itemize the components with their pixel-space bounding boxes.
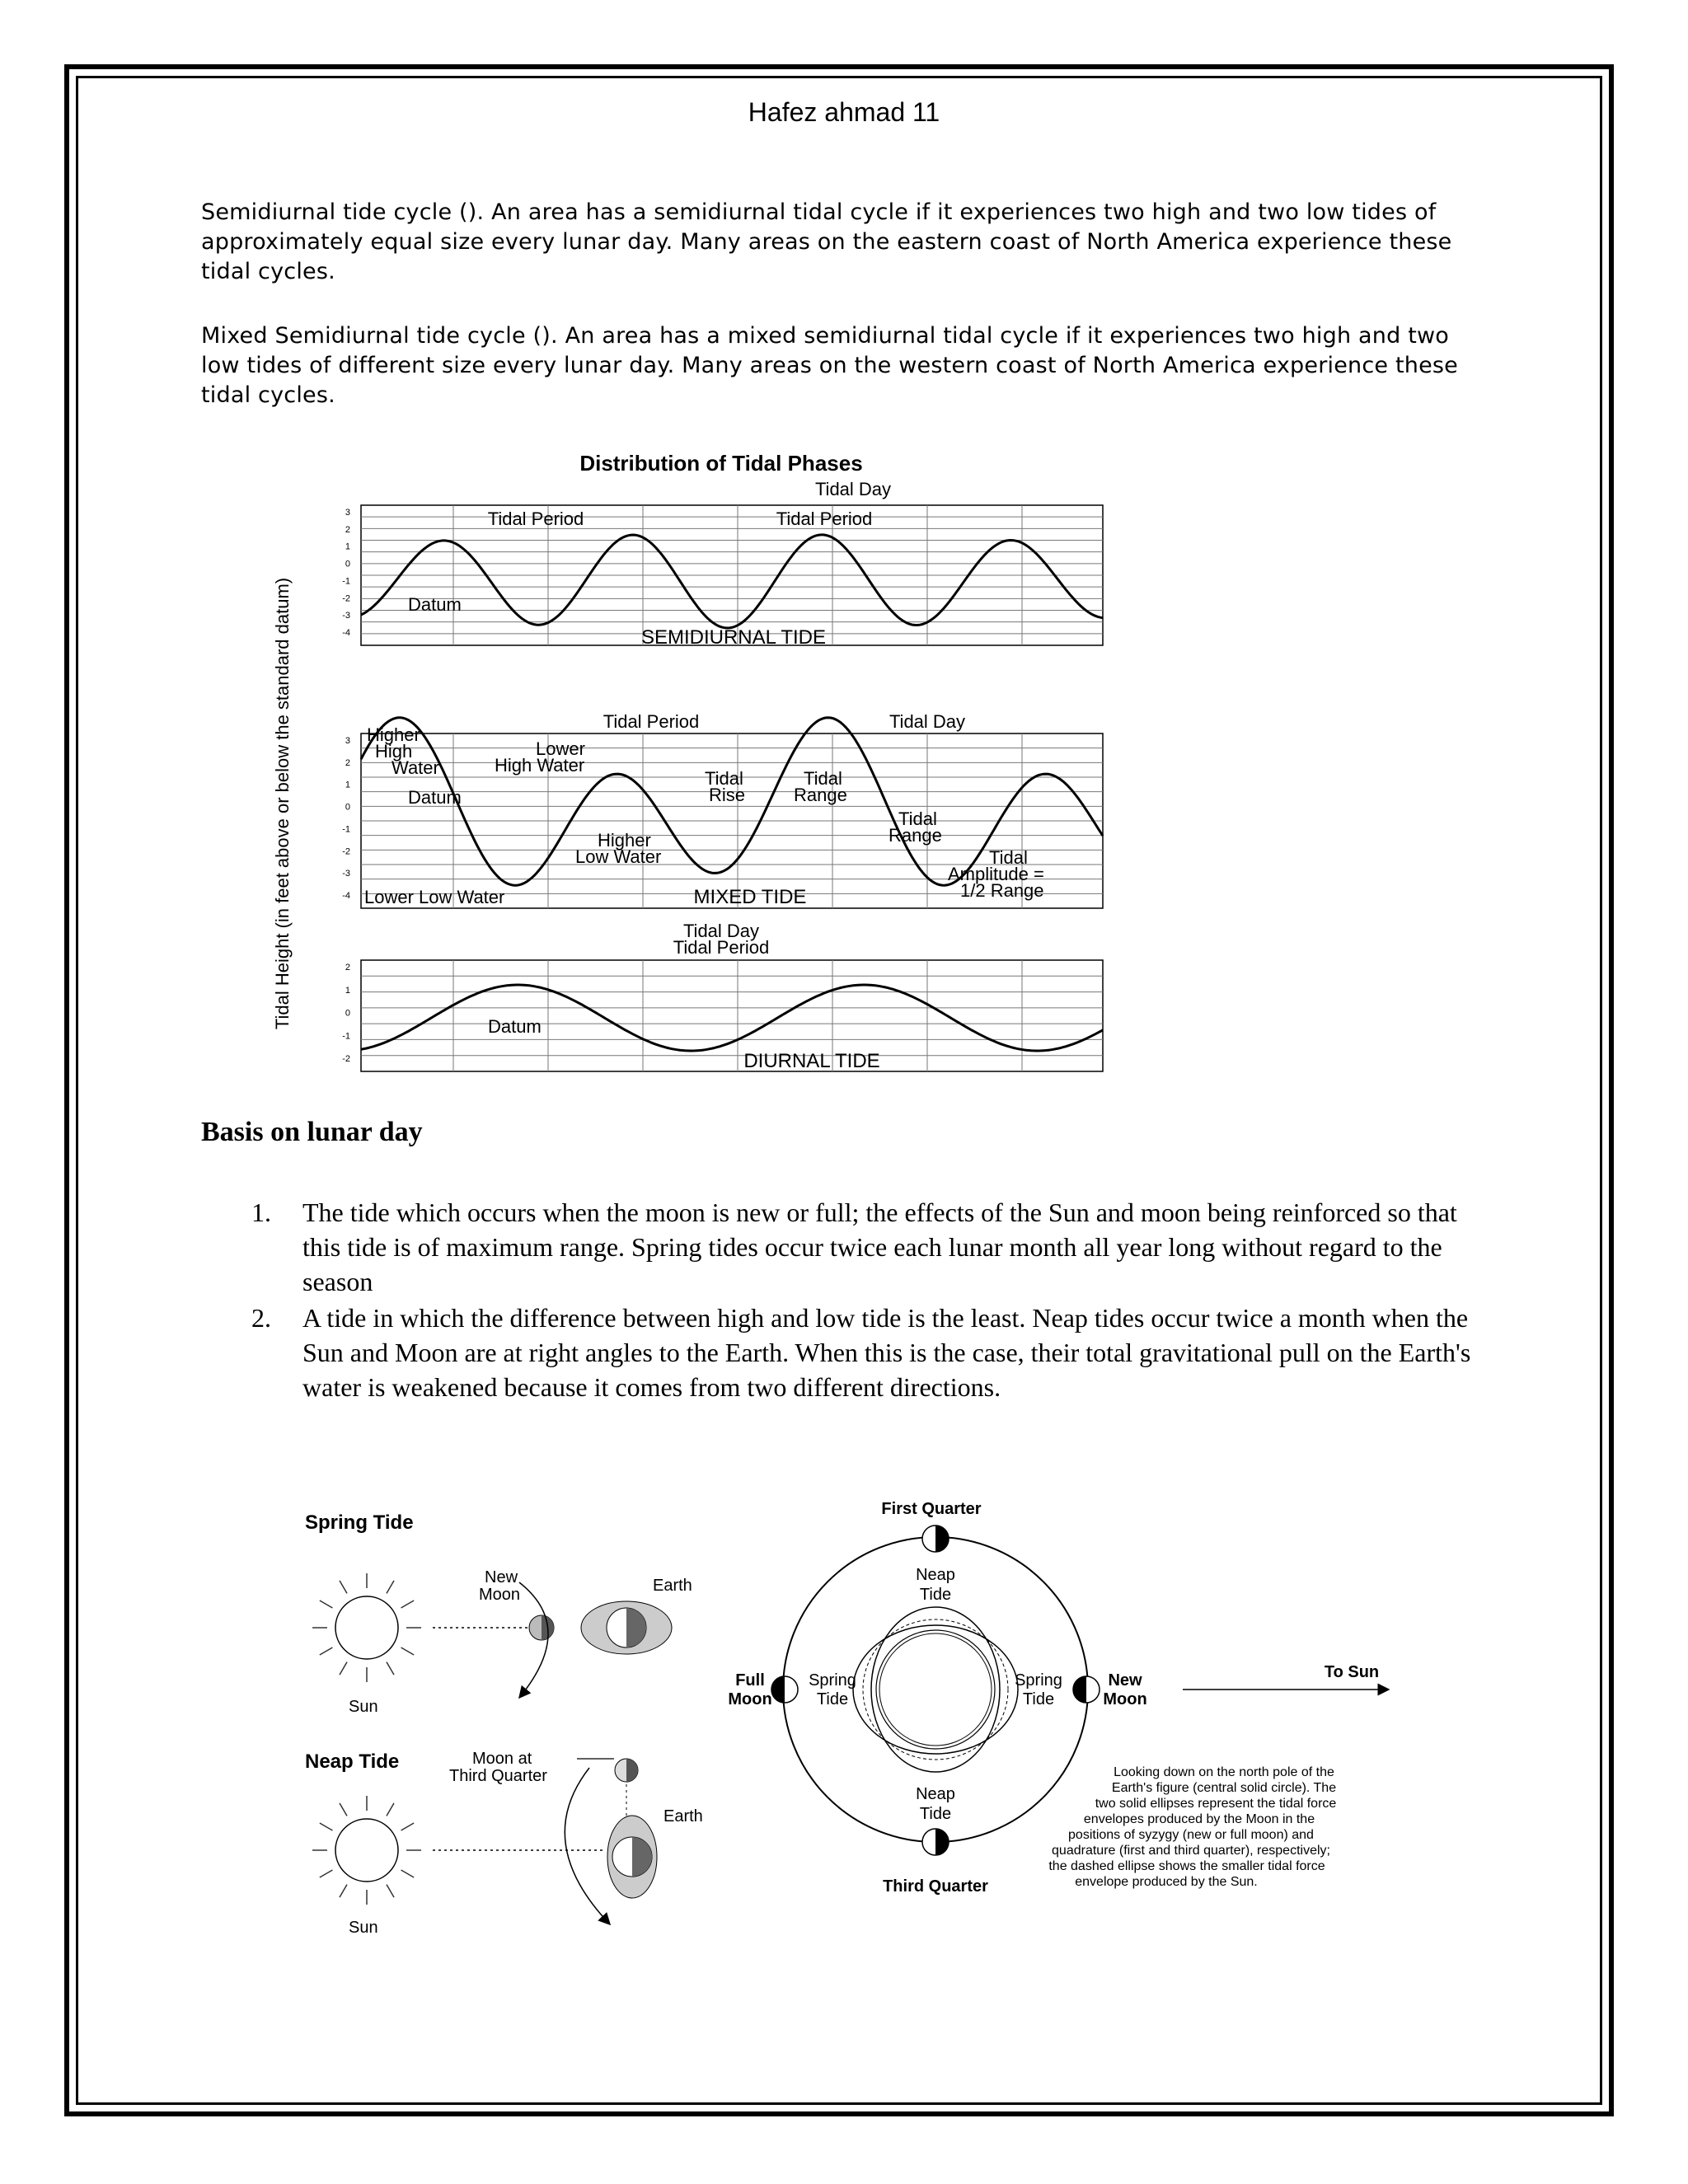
mixed-higher-low-water-1: Higher bbox=[598, 830, 651, 851]
tick-label: 2 bbox=[345, 963, 350, 972]
tick-label: -3 bbox=[342, 869, 350, 879]
neap-tide-top-2: Tide bbox=[919, 1586, 952, 1604]
spring-neap-figure bbox=[293, 1488, 1447, 1957]
caption-line: Earth's figure (central solid circle). The bbox=[1111, 1781, 1337, 1795]
new-moon-right-label-1: New bbox=[1108, 1671, 1142, 1690]
paragraph-semidiurnal: Semidiurnal tide cycle (). An area has a semidiurnal tidal cycle if it experiences two high and two low tides of approximately equal size every lunar day. Many areas on the eastern coast of North America experience these tidal cycles. bbox=[201, 199, 1452, 284]
sun-icon bbox=[312, 1796, 421, 1905]
tick-label: -2 bbox=[342, 1054, 350, 1064]
new-moon-label-1: New bbox=[485, 1568, 518, 1586]
third-quarter-label: Third Quarter bbox=[883, 1877, 988, 1896]
mixed-lower-low-water: Lower Low Water bbox=[364, 887, 505, 907]
list-item bbox=[251, 1301, 1488, 1404]
tick-label: -4 bbox=[342, 628, 350, 638]
mixed-tidal-rise-1: Tidal bbox=[705, 768, 743, 789]
list-number: 2. bbox=[251, 1303, 271, 1333]
full-moon-label-1: Full bbox=[735, 1671, 765, 1690]
tick-label: -4 bbox=[342, 891, 350, 901]
semidiurnal-label: SEMIDIURNAL TIDE bbox=[640, 626, 827, 649]
caption-line: envelopes produced by the Moon in the bbox=[1083, 1812, 1315, 1826]
first-quarter-moon-icon bbox=[922, 1526, 949, 1552]
third-quarter-moon-icon-orbit bbox=[922, 1829, 949, 1855]
diurnal-tidal-day: Tidal Day bbox=[682, 921, 760, 941]
caption-line: two solid ellipses represent the tidal force bbox=[1095, 1797, 1337, 1811]
tick-label: 2 bbox=[345, 757, 350, 768]
list-text: The tide which occurs when the moon is new or full; the effects of the Sun and moon being reinforced so that this tide is of maximum range. Spring tides occur twice each lunar month all year long without regard to the season bbox=[302, 1197, 1457, 1296]
spring-tide-left-1: Spring bbox=[809, 1671, 856, 1690]
semidiurnal-wave bbox=[361, 535, 1103, 628]
tick-label: 1 bbox=[345, 985, 350, 996]
mixed-tidal-range-1a: Tidal bbox=[804, 768, 842, 789]
lunar-day-list bbox=[251, 1195, 1488, 1406]
moon-third-quarter-label-2: Third Quarter bbox=[449, 1767, 547, 1785]
to-sun-label: To Sun bbox=[1324, 1663, 1380, 1681]
section-heading: Basis on lunar day bbox=[201, 1117, 423, 1147]
tick-label: 3 bbox=[345, 736, 350, 746]
mixed-panel bbox=[342, 711, 1103, 908]
tick-label: 1 bbox=[345, 541, 350, 552]
mixed-tidal-range-2a: Tidal bbox=[898, 808, 937, 829]
neap-tide-bottom-2: Tide bbox=[919, 1805, 952, 1823]
semidiurnal-panel bbox=[342, 479, 1103, 649]
mixed-higher-low-water-2: Low Water bbox=[575, 846, 662, 867]
third-quarter-moon-icon bbox=[615, 1759, 638, 1782]
tick-label: -2 bbox=[342, 846, 350, 857]
mixed-lower-high-water-1: Lower bbox=[536, 738, 585, 759]
semidiurnal-datum: Datum bbox=[408, 594, 462, 615]
mixed-label: MIXED TIDE bbox=[693, 886, 807, 908]
y-axis-label: Tidal Height (in feet above or below the standard datum) bbox=[272, 577, 293, 1030]
moon-third-quarter-label-1: Moon at bbox=[472, 1750, 532, 1768]
new-moon-label-2: Moon bbox=[479, 1586, 521, 1604]
caption-line: Looking down on the north pole of the bbox=[1114, 1765, 1334, 1779]
first-quarter-label: First Quarter bbox=[881, 1500, 982, 1518]
moon-figure-caption bbox=[1048, 1765, 1336, 1889]
spring-tide-right-1: Spring bbox=[1015, 1671, 1062, 1690]
neap-tide-bottom-1: Neap bbox=[916, 1785, 955, 1803]
paragraph-mixed-semidiurnal: Mixed Semidiurnal tide cycle (). An area has a mixed semidiurnal tidal cycle if it experiences two high and two low tides of different size every lunar day. Many areas on the western coast of North America experience these tidal cycles. bbox=[201, 323, 1458, 408]
figure-title: Distribution of Tidal Phases bbox=[579, 451, 863, 476]
mixed-higher-high-water-3: Water bbox=[392, 757, 439, 778]
diurnal-panel bbox=[342, 921, 1103, 1072]
mixed-tidal-amplitude-1: Tidal bbox=[989, 847, 1028, 868]
earth-label-2: Earth bbox=[663, 1807, 703, 1825]
semidiurnal-tidal-period-2: Tidal Period bbox=[776, 509, 873, 529]
earth-tidal-envelopes bbox=[853, 1607, 1018, 1772]
tick-label: -1 bbox=[342, 1031, 350, 1042]
tick-label: 0 bbox=[345, 559, 350, 569]
neap-tide-top-1: Neap bbox=[916, 1566, 955, 1584]
mixed-tidal-rise-2: Rise bbox=[709, 785, 746, 805]
diurnal-tidal-period: Tidal Period bbox=[673, 937, 770, 958]
tick-label: 0 bbox=[345, 1008, 350, 1019]
new-moon-icon bbox=[529, 1615, 554, 1640]
page-header: Hafez ahmad 11 bbox=[748, 97, 940, 127]
tick-label: -1 bbox=[342, 576, 350, 587]
semidiurnal-tidal-day: Tidal Day bbox=[814, 479, 892, 499]
tick-label: -3 bbox=[342, 611, 350, 621]
diurnal-label: DIURNAL TIDE bbox=[743, 1050, 880, 1072]
list-text: A tide in which the difference between high and low tide is the least. Neap tides occur twice a month when the Sun and Moon are at right angles to the Earth. When this is the case, their total gravitational pull on the Earth's water is weakened because it comes from two different directions. bbox=[302, 1303, 1471, 1402]
spring-tide-title: Spring Tide bbox=[305, 1511, 414, 1534]
new-moon-right-icon bbox=[1073, 1676, 1100, 1703]
full-moon-icon bbox=[771, 1676, 798, 1703]
diurnal-datum: Datum bbox=[488, 1016, 542, 1037]
tick-label: -2 bbox=[342, 593, 350, 604]
sun-label-1: Sun bbox=[349, 1698, 378, 1716]
mixed-tidal-period: Tidal Period bbox=[603, 711, 700, 732]
spring-tide-left-2: Tide bbox=[816, 1690, 849, 1708]
mixed-tidal-range-1b: Range bbox=[794, 785, 847, 805]
neap-tide-title: Neap Tide bbox=[305, 1750, 400, 1773]
earth-neap-icon bbox=[607, 1816, 657, 1898]
mixed-tidal-range-2b: Range bbox=[889, 825, 942, 846]
tick-label: 3 bbox=[345, 508, 350, 518]
mixed-higher-high-water-1: Higher bbox=[367, 724, 420, 745]
mixed-datum: Datum bbox=[408, 787, 462, 808]
list-number: 1. bbox=[251, 1197, 271, 1227]
mixed-tidal-amplitude-3: 1/2 Range bbox=[960, 880, 1044, 901]
sun-label-2: Sun bbox=[349, 1919, 378, 1937]
full-moon-label-2: Moon bbox=[728, 1690, 772, 1708]
earth-spring-icon bbox=[581, 1601, 672, 1654]
tick-label: 2 bbox=[345, 524, 350, 535]
semidiurnal-tidal-period-1: Tidal Period bbox=[487, 509, 584, 529]
diurnal-wave bbox=[361, 985, 1103, 1051]
mixed-tidal-day: Tidal Day bbox=[889, 711, 966, 732]
caption-line: the dashed ellipse shows the smaller tidal force bbox=[1048, 1859, 1325, 1873]
new-moon-right-label-2: Moon bbox=[1103, 1690, 1147, 1708]
caption-line: envelope produced by the Sun. bbox=[1075, 1875, 1258, 1889]
mixed-lower-high-water-2: High Water bbox=[495, 755, 585, 776]
sun-icon bbox=[312, 1573, 421, 1682]
tick-label: 0 bbox=[345, 802, 350, 813]
spring-tide-right-2: Tide bbox=[1022, 1690, 1055, 1708]
list-item bbox=[251, 1195, 1488, 1299]
tick-label: -1 bbox=[342, 824, 350, 835]
earth-label-1: Earth bbox=[653, 1577, 692, 1595]
caption-line: positions of syzygy (new or full moon) and bbox=[1068, 1828, 1314, 1842]
mixed-tidal-amplitude-2: Amplitude = bbox=[948, 864, 1044, 884]
tidal-phases-figure bbox=[264, 449, 1129, 1084]
caption-line: quadrature (first and third quarter), respectively; bbox=[1052, 1844, 1330, 1858]
tick-label: 1 bbox=[345, 780, 350, 790]
mixed-higher-high-water-2: High bbox=[375, 741, 413, 762]
